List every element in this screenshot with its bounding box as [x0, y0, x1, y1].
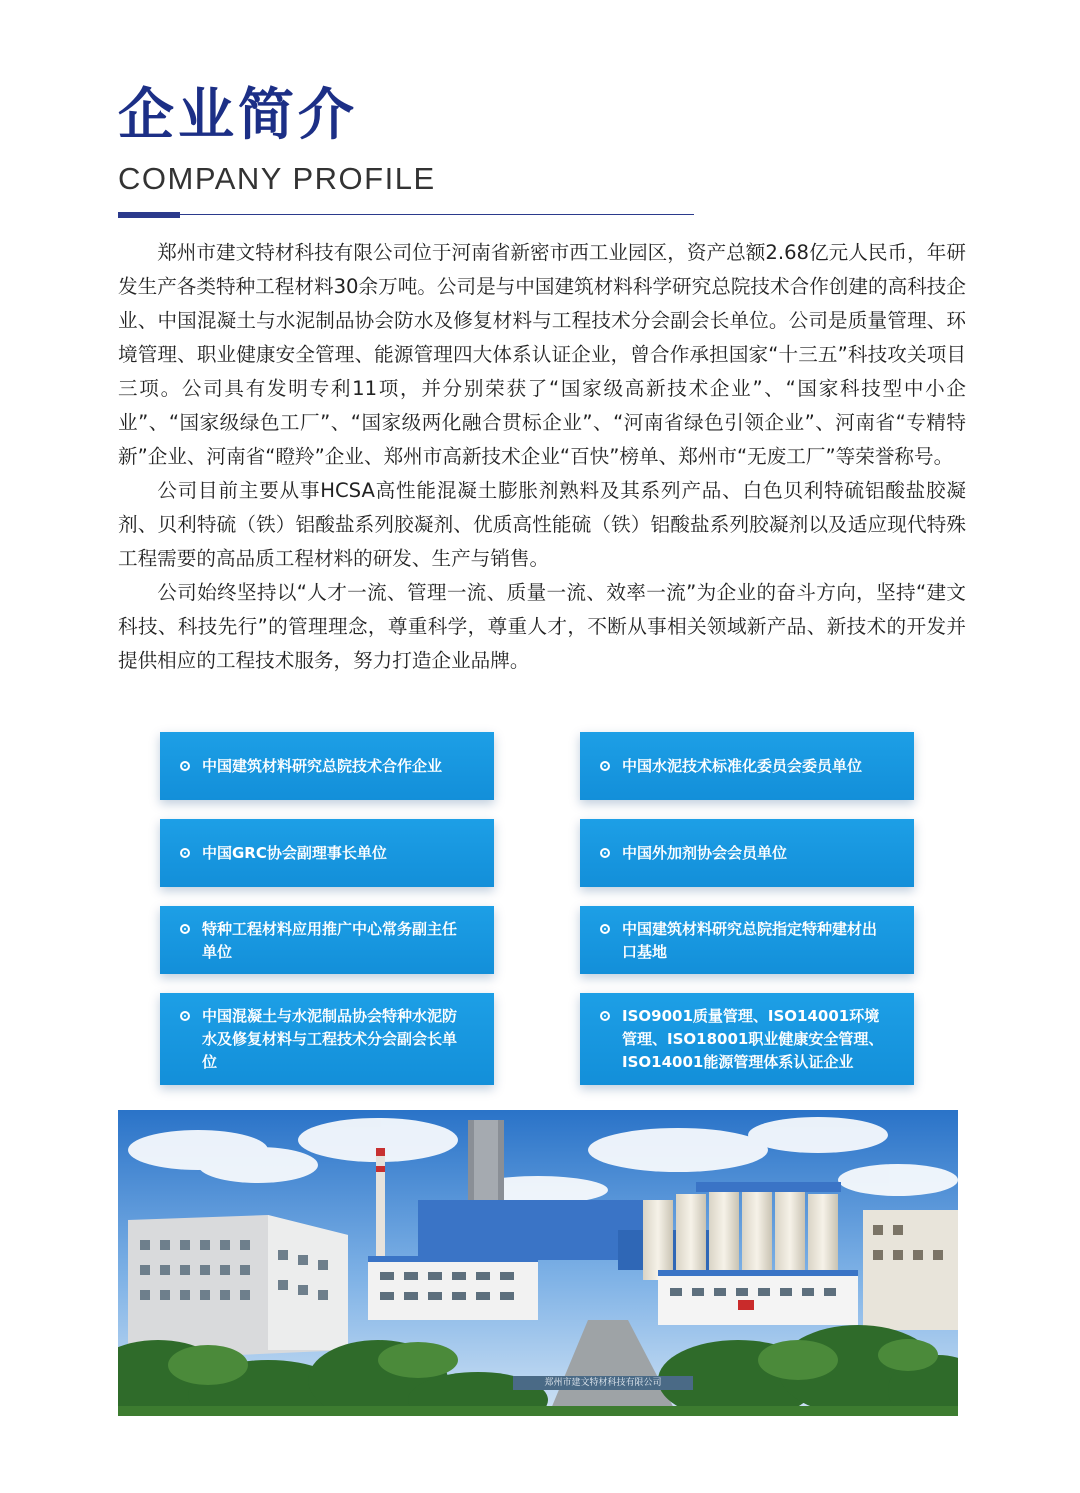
company-gate-sign: 郑州市建文特材科技有限公司 — [544, 1378, 662, 1388]
factory-photo — [118, 1110, 958, 1416]
bullet-icon — [180, 761, 190, 771]
bullet-icon — [600, 924, 610, 934]
bullet-icon — [180, 924, 190, 934]
honor-badge-label: 特种工程材料应用推广中心常务副主任单位 — [202, 920, 458, 961]
honor-badge-label: 中国水泥技术标准化委员会委员单位 — [622, 756, 863, 775]
honor-badge — [160, 819, 494, 887]
profile-paragraph: 公司目前主要从事HCSA高性能混凝土膨胀剂熟料及其系列产品、白色贝利特硫铝酸盐胶凝剂、贝利特硫（铁）铝酸盐系列胶凝剂、优质高性能硫（铁）铝酸盐系列胶凝剂以及适应现代特殊工程需要的高品质工程材料的研发、生产与销售。 — [118, 479, 966, 570]
bullet-icon — [600, 761, 610, 771]
page-title-en: COMPANY PROFILE — [118, 161, 436, 196]
honor-badge-label: 中国建筑材料研究总院技术合作企业 — [202, 756, 443, 775]
bullet-icon — [180, 1011, 190, 1021]
honor-badge-label: 中国建筑材料研究总院指定特种建材出口基地 — [622, 920, 878, 961]
honor-badge-label: 中国外加剂协会会员单位 — [622, 843, 788, 862]
bullet-icon — [600, 1011, 610, 1021]
title-rule — [118, 214, 694, 215]
bullet-icon — [180, 848, 190, 858]
honor-badge — [580, 993, 914, 1085]
honor-badge — [160, 906, 494, 974]
honor-badge — [160, 732, 494, 800]
honor-badge-label: ISO9001质量管理、ISO14001环境管理、ISO18001职业健康安全管理、ISO14001能源管理体系认证企业 — [622, 1007, 884, 1071]
title-rule-accent — [118, 212, 180, 218]
honor-badge-label: 中国GRC协会副理事长单位 — [202, 843, 387, 862]
honor-badge — [160, 993, 494, 1085]
honor-badge — [580, 732, 914, 800]
profile-paragraph: 公司始终坚持以“人才一流、管理一流、质量一流、效率一流”为企业的奋斗方向，坚持“建文科技、科技先行”的管理理念，尊重科学，尊重人才，不断从事相关领域新产品、新技术的开发并提供相应的工程技术服务，努力打造企业品牌。 — [118, 581, 966, 672]
honor-badge — [580, 819, 914, 887]
page-title-cn: 企业简介 — [118, 83, 358, 148]
honor-badge — [580, 906, 914, 974]
bullet-icon — [600, 848, 610, 858]
profile-paragraph: 郑州市建文特材科技有限公司位于河南省新密市西工业园区，资产总额2.68亿元人民币，年研发生产各类特种工程材料30余万吨。公司是与中国建筑材料科学研究总院技术合作创建的高科技企业、中国混凝土与水泥制品协会防水及修复材料与工程技术分会副会长单位。公司是质量管理、环境管理、职业健康安全管理、能源管理四大体系认证企业，曾合作承担国家“十三五”科技攻关项目三项。公司具有发明专利11项，并分别荣获了“国家级高新技术企业”、“国家科技型中小企业”、“国家级绿色工厂”、“国家级两化融合贯标企业”、“河南省绿色引领企业”、河南省“专精特新”企业、河南省“瞪羚”企业、郑州市高新技术企业“百快”榜单、郑州市“无废工厂”等荣誉称号。 — [118, 241, 966, 468]
profile-text — [118, 236, 966, 678]
honor-badge-label: 中国混凝土与水泥制品协会特种水泥防水及修复材料与工程技术分会副会长单位 — [202, 1007, 458, 1071]
